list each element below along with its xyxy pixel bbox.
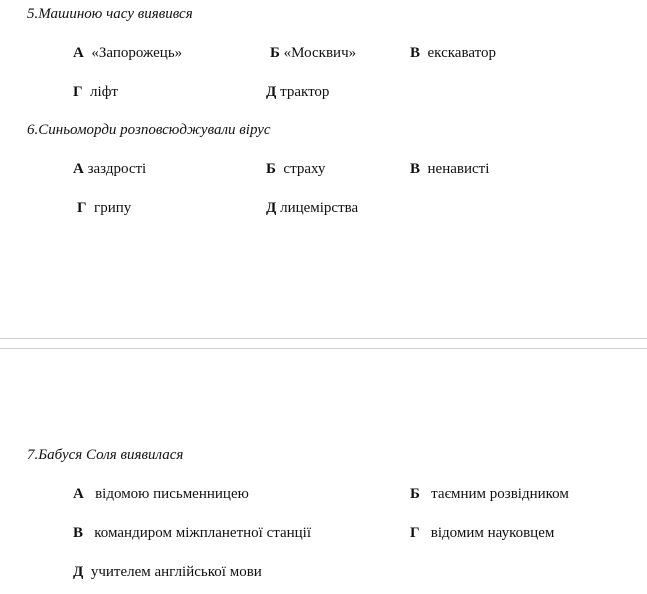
option-text: грипу — [94, 200, 132, 216]
question-5-option-d — [73, 84, 118, 101]
option-text: страху — [283, 161, 326, 177]
option-text: відомим науковцем — [430, 525, 555, 541]
question-5-option-b — [270, 45, 356, 62]
option-letter: А — [73, 161, 84, 177]
option-letter: Г — [77, 200, 87, 216]
option-text: заздрості — [87, 161, 147, 177]
question-6-option-c — [410, 161, 489, 178]
option-text: відомою письменницею — [95, 486, 249, 502]
question-6-option-e — [266, 200, 358, 217]
option-letter: В — [410, 161, 421, 177]
question-5-option-c — [410, 45, 496, 62]
option-letter: В — [73, 525, 84, 541]
option-letter: В — [410, 45, 421, 61]
option-letter: Д — [73, 564, 84, 580]
option-text: учителем англійської мови — [90, 564, 262, 580]
question-6-text: 6.Синьоморди розповсюджували вірус — [27, 122, 271, 138]
question-6-option-a — [73, 161, 146, 178]
option-text: ненависті — [427, 161, 490, 177]
question-7-option-e — [73, 564, 262, 581]
question-7-option-c — [73, 525, 311, 542]
question-7-text: 7.Бабуся Соля виявилася — [27, 447, 184, 463]
question-6-option-d — [77, 200, 131, 217]
option-letter: А — [73, 486, 84, 502]
option-letter: Г — [410, 525, 420, 541]
option-letter: Д — [266, 84, 277, 100]
page-break-line-top — [0, 338, 647, 339]
question-5-text: 5.Машиною часу виявився — [27, 6, 193, 22]
page-break-line-bottom — [0, 348, 647, 349]
option-text: екскаватор — [427, 45, 496, 61]
question-5-option-a — [73, 45, 182, 62]
option-text: лицемірства — [280, 200, 359, 216]
option-letter: Б — [410, 486, 420, 502]
option-text: «Запорожець» — [91, 45, 183, 61]
question-5-option-e — [266, 84, 329, 101]
question-7-option-a — [73, 486, 249, 503]
question-7-option-d — [410, 525, 554, 542]
option-letter: Б — [266, 161, 276, 177]
option-letter: Г — [73, 84, 83, 100]
option-text: ліфт — [90, 84, 118, 100]
option-text: командиром міжпланетної станції — [94, 525, 312, 541]
option-text: таємним розвідником — [431, 486, 569, 502]
question-6-option-b — [266, 161, 325, 178]
option-letter: Д — [266, 200, 277, 216]
option-letter: А — [73, 45, 84, 61]
option-text: «Москвич» — [283, 45, 357, 61]
option-text: трактор — [280, 84, 330, 100]
option-letter: Б — [270, 45, 280, 61]
question-7-option-b — [410, 486, 569, 503]
